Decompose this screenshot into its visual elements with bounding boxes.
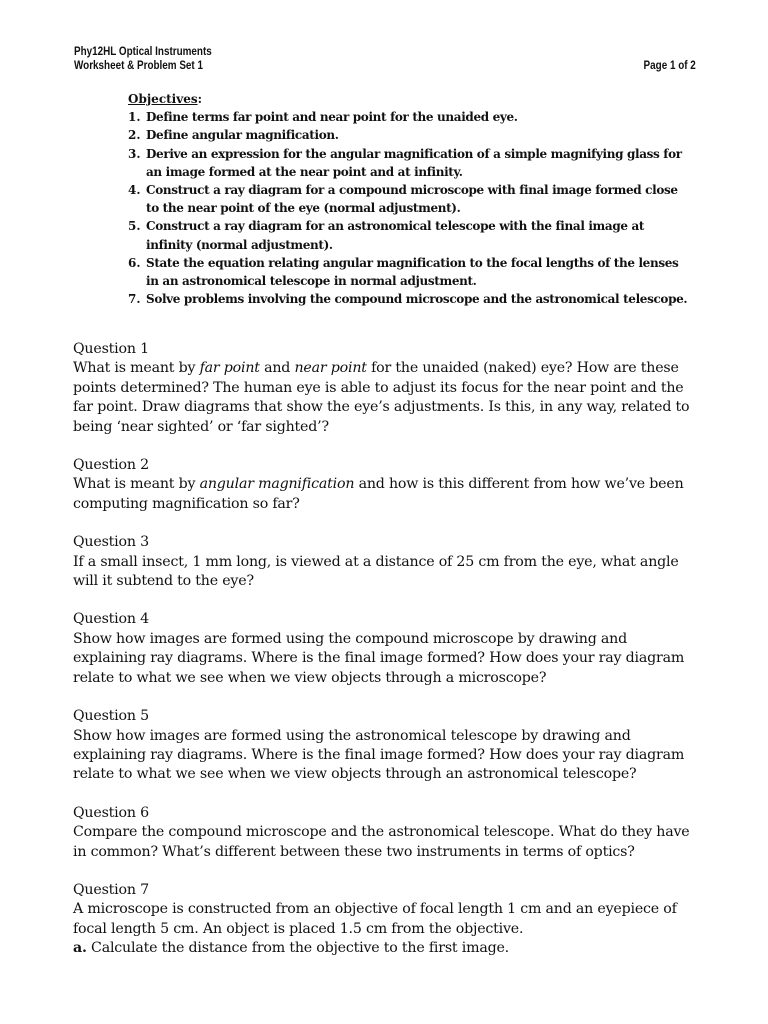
term-angular-magnification: angular magnification: [199, 476, 355, 493]
question-4: [73, 610, 703, 688]
objective-number: 7.: [128, 292, 141, 307]
question-6-body: Compare the compound microscope and the astronomical telescope. What do they have in common? What’s different between these two instruments in terms of optics?: [73, 824, 690, 860]
question-3-title: Question 3: [73, 534, 149, 551]
term-far-point: far point: [199, 360, 260, 377]
objectives-heading-text: Objectives: [128, 92, 198, 106]
course-title: Phy12HL Optical Instruments: [74, 46, 212, 58]
objectives-heading: [128, 92, 202, 106]
objectives-list: [128, 108, 693, 308]
question-1-text-part: for the unaided (naked) eye? How are these points determined? The human eye is able to adjust its focus for the near point and the far point. Draw diagrams that show the eye’s adjustments. Is this, in any way, related to being ‘near sighted’ or ‘far sighted’?: [73, 360, 690, 435]
objectives-heading-colon: :: [197, 92, 203, 106]
objectives-section: [128, 90, 693, 308]
question-5: [73, 707, 703, 785]
page-number: Page 1 of 2: [643, 60, 696, 72]
question-1-body: [73, 359, 703, 437]
objective-text: Construct a ray diagram for a compound microscope with final image formed close to the near point of the eye (normal adjustment).: [146, 183, 678, 216]
question-5-title: Question 5: [73, 708, 149, 725]
question-6-title: Question 6: [73, 804, 149, 821]
question-6: [73, 804, 703, 862]
objective-number: 3.: [128, 146, 141, 161]
question-2: [73, 456, 703, 514]
question-7: [73, 881, 703, 959]
question-7-title: Question 7: [73, 881, 149, 898]
objective-number: 1.: [128, 110, 141, 125]
term-near-point: near point: [294, 360, 367, 377]
question-4-body: Show how images are formed using the compound microscope by drawing and explaining ray diagrams. Where is the final image formed? How does your ray diagram relate to what we see when we view objects through a microscope?: [73, 630, 685, 686]
questions-section: [73, 340, 703, 978]
objective-item: [128, 217, 693, 253]
objective-text: Define angular magnification.: [146, 128, 339, 143]
objective-text: Derive an expression for the angular magnification of a simple magnifying glass for an image formed at the near point and at infinity.: [146, 146, 682, 179]
objective-item: [128, 290, 693, 308]
part-a-text: Calculate the distance from the objective to the first image.: [86, 940, 509, 957]
question-2-body: [73, 475, 703, 514]
objective-item: [128, 145, 693, 181]
objective-text: Solve problems involving the compound microscope and the astronomical telescope.: [146, 292, 688, 307]
objective-item: [128, 254, 693, 290]
objective-number: 5.: [128, 219, 141, 234]
objective-text: State the equation relating angular magnification to the focal lengths of the lenses in an astronomical telescope in normal adjustment.: [146, 255, 679, 289]
question-2-title: Question 2: [73, 457, 149, 474]
header-row-2: [74, 59, 696, 73]
question-1: [73, 340, 703, 437]
part-a-label: a.: [73, 940, 87, 957]
worksheet-title: Worksheet & Problem Set 1: [74, 60, 203, 72]
question-1-text-part: What is meant by: [73, 360, 200, 377]
question-2-text-part: and how is this different from how we’ve been computing magnification so far?: [73, 476, 684, 512]
objective-text: Define terms far point and near point for the unaided eye.: [146, 110, 518, 125]
question-7-part-a: [73, 939, 703, 958]
question-4-title: Question 4: [73, 611, 149, 628]
objective-item: [128, 126, 693, 144]
objective-number: 2.: [128, 128, 141, 143]
question-5-body: Show how images are formed using the astronomical telescope by drawing and explaining ray diagrams. Where is the final image formed? How does your ray diagram relate to what we see when we view objects through an astronomical telescope?: [73, 727, 685, 783]
page-header: [74, 45, 696, 73]
question-2-text-part: What is meant by: [73, 476, 200, 493]
question-1-text-part: and: [259, 360, 295, 377]
question-3: [73, 533, 703, 591]
objective-text: Construct a ray diagram for an astronomical telescope with the final image at infinity (normal adjustment).: [146, 219, 645, 252]
objective-item: [128, 108, 693, 126]
header-row-1: [74, 45, 696, 59]
objective-number: 6.: [128, 255, 141, 270]
question-1-title: Question 1: [73, 341, 149, 357]
objective-number: 4.: [128, 183, 141, 198]
question-7-body: A microscope is constructed from an objective of focal length 1 cm and an eyepiece of focal length 5 cm. An object is placed 1.5 cm from the objective.: [73, 901, 677, 937]
objective-item: [128, 181, 693, 217]
question-3-body: If a small insect, 1 mm long, is viewed at a distance of 25 cm from the eye, what angle will it subtend to the eye?: [73, 553, 679, 590]
